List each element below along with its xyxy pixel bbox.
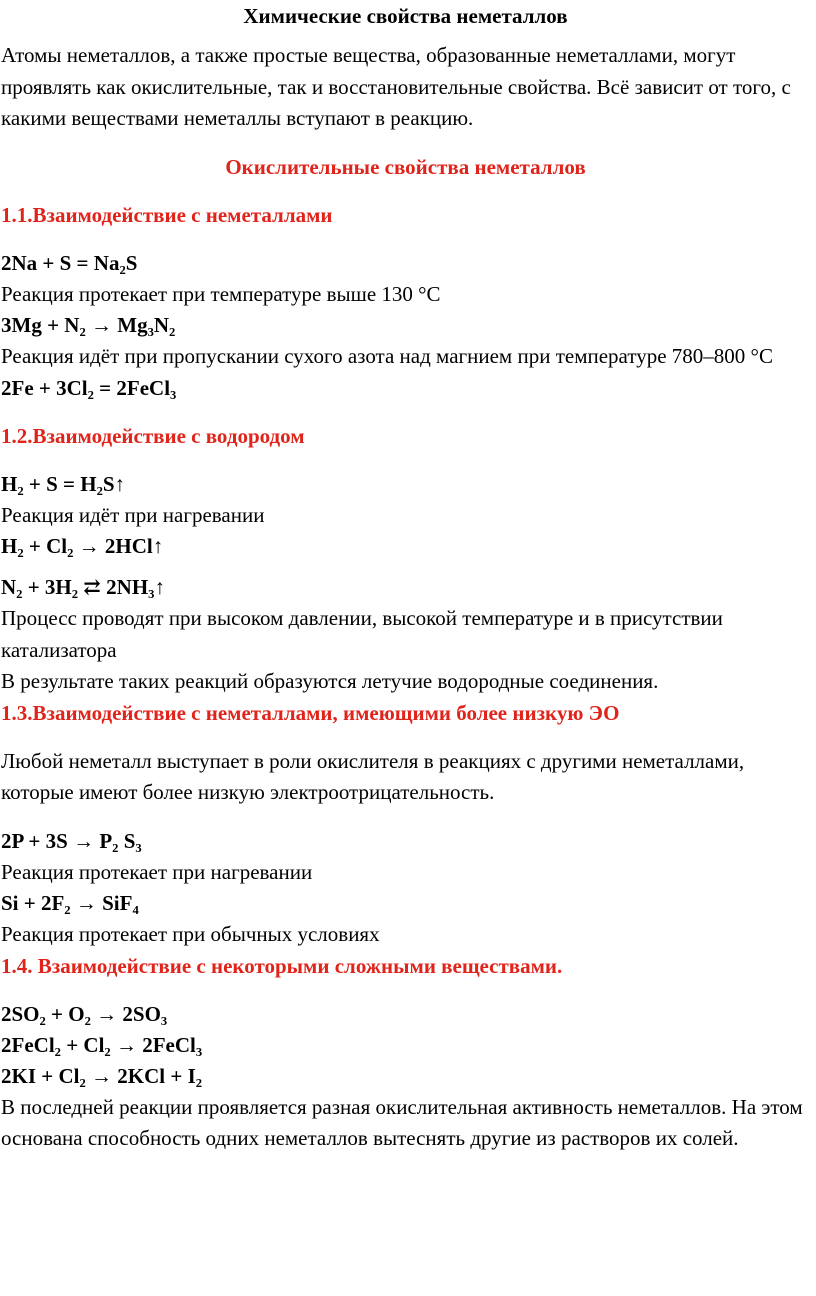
- equation-so2-o2: 2SO₂ + O₂ → 2SO₃: [1, 1001, 168, 1026]
- note-h2-s: Реакция идёт при нагревании: [1, 502, 265, 527]
- equation-p-s: 2P + 3S → P₂ S₃: [1, 828, 142, 853]
- intro-paragraph: Атомы неметаллов, а также простые вещества, образованные неметаллами, могут проявлять как окислительные, так и восстановительные свойства. Всё зависит от того, с какими веществами неметаллы вступают в реакцию.: [1, 43, 791, 130]
- note-displacement: В последней реакции проявляется разная окислительная активность неметаллов. На этом основана способность одних неметаллов вытеснять другие из растворов их солей.: [1, 1094, 803, 1150]
- section-1-1-heading: 1.1.Взаимодействие с неметаллами: [1, 202, 333, 227]
- equation-na-s: 2Na + S = Na₂S: [1, 250, 138, 275]
- equation-fecl2-cl2: 2FeCl₂ + Cl₂ → 2FeCl₃: [1, 1032, 203, 1057]
- equation-h2-s: H₂ + S = H₂S↑: [1, 471, 126, 496]
- section-1-4-heading: 1.4. Взаимодействие с некоторыми сложными веществами.: [1, 953, 563, 978]
- document-title: Химические свойства неметаллов: [243, 4, 568, 28]
- document-page: [0, 3, 816, 1296]
- equation-fe-cl2: 2Fe + 3Cl₂ = 2FeCl₃: [1, 375, 177, 400]
- equation-n2-h2: N₂ + 3H₂ ⇄ 2NH₃↑: [1, 575, 165, 599]
- note-p-s: Реакция протекает при нагревании: [1, 859, 313, 884]
- equation-mg-n2: 3Mg + N₂ → Mg₃N₂: [1, 313, 176, 337]
- note-na-s: Реакция протекает при температуре выше 130 °C: [1, 281, 441, 306]
- section-1-3-heading: 1.3.Взаимодействие с неметаллами, имеющими более низкую ЭО: [1, 700, 620, 725]
- note-si-f2: Реакция протекает при обычных условиях: [1, 922, 380, 946]
- equation-si-f2: Si + 2F₂ → SiF₄: [1, 891, 139, 915]
- main-section-heading: Окислительные свойства неметаллов: [225, 154, 586, 179]
- note-mg-n2: Реакция идёт при пропускании сухого азота над магнием при температуре 780–800 °C: [1, 344, 773, 368]
- equation-ki-cl2: 2KI + Cl₂ → 2KCl + I₂: [1, 1063, 203, 1088]
- note-volatile-compounds: В результате таких реакций образуются летучие водородные соединения.: [1, 669, 659, 693]
- section-1-2-heading: 1.2.Взаимодействие с водородом: [1, 423, 305, 448]
- section-1-3-text: Любой неметалл выступает в роли окислителя в реакциях с другими неметаллами, которые имеют более низкую электроотрицательность.: [1, 748, 745, 804]
- equation-h2-cl2: H₂ + Cl₂ → 2HCl↑: [1, 534, 164, 558]
- note-n2-h2: Процесс проводят при высоком давлении, высокой температуре и в присутствии катализатора: [1, 606, 723, 662]
